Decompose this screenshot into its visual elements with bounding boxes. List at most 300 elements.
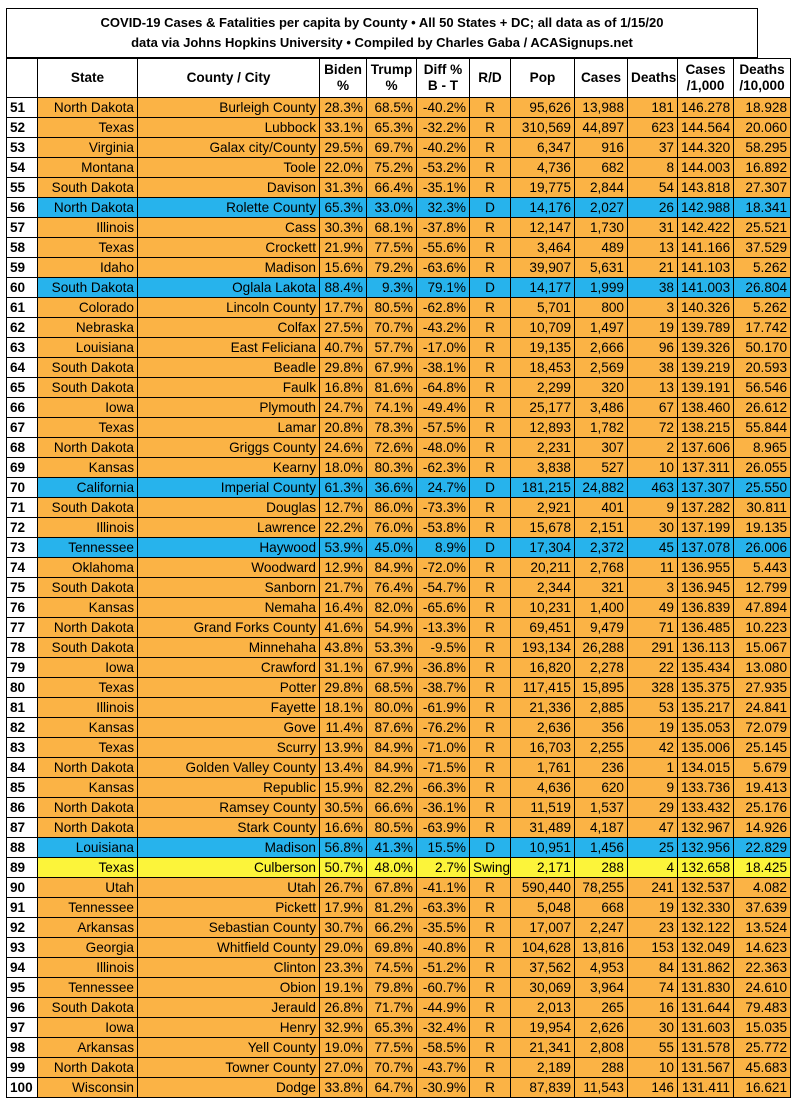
deaths-per-10000-cell: 26.006 [734,538,791,558]
diff-cell: 15.5% [417,838,470,858]
cases-cell: 356 [575,718,628,738]
row-index: 71 [7,498,38,518]
deaths-per-10000-cell: 37.639 [734,898,791,918]
state-cell: Kansas [38,458,138,478]
row-index: 91 [7,898,38,918]
pop-cell: 37,562 [511,958,575,978]
trump-cell: 41.3% [367,838,417,858]
table-row [7,698,791,718]
rd-cell: R [470,138,511,158]
header-row [7,59,791,98]
pop-cell: 2,171 [511,858,575,878]
deaths-cell: 31 [628,218,678,238]
cases-cell: 2,247 [575,918,628,938]
pop-cell: 4,636 [511,778,575,798]
deaths-per-10000-cell: 13.080 [734,658,791,678]
deaths-per-10000-cell: 16.621 [734,1078,791,1098]
cases-per-1000-cell: 143.818 [678,178,734,198]
rd-cell: R [470,898,511,918]
biden-cell: 18.0% [320,458,367,478]
county-cell: Lincoln County [138,298,320,318]
cases-cell: 1,456 [575,838,628,858]
biden-cell: 29.5% [320,138,367,158]
deaths-cell: 623 [628,118,678,138]
deaths-per-10000-cell: 55.844 [734,418,791,438]
deaths-per-10000-cell: 18.928 [734,98,791,118]
biden-cell: 29.0% [320,938,367,958]
county-cell: Republic [138,778,320,798]
header-county: County / City [138,59,320,98]
diff-cell: 2.7% [417,858,470,878]
pop-cell: 12,893 [511,418,575,438]
trump-cell: 80.5% [367,818,417,838]
table-row [7,918,791,938]
table-row [7,118,791,138]
trump-cell: 67.9% [367,358,417,378]
deaths-per-10000-cell: 26.612 [734,398,791,418]
deaths-per-10000-cell: 22.363 [734,958,791,978]
state-cell: Texas [38,738,138,758]
cases-cell: 1,782 [575,418,628,438]
deaths-cell: 4 [628,858,678,878]
diff-cell: -43.2% [417,318,470,338]
table-row [7,138,791,158]
cases-cell: 620 [575,778,628,798]
deaths-cell: 30 [628,1018,678,1038]
row-index: 100 [7,1078,38,1098]
rd-cell: R [470,238,511,258]
cases-per-1000-cell: 132.956 [678,838,734,858]
rd-cell: R [470,578,511,598]
pop-cell: 17,007 [511,918,575,938]
cases-per-1000-cell: 135.434 [678,658,734,678]
trump-cell: 69.7% [367,138,417,158]
table-row [7,358,791,378]
cases-per-1000-cell: 141.166 [678,238,734,258]
trump-cell: 53.3% [367,638,417,658]
deaths-per-10000-cell: 8.965 [734,438,791,458]
diff-cell: -36.1% [417,798,470,818]
cases-per-1000-cell: 144.003 [678,158,734,178]
pop-cell: 19,775 [511,178,575,198]
table-row [7,498,791,518]
county-cell: Clinton [138,958,320,978]
cases-cell: 288 [575,1058,628,1078]
trump-cell: 84.9% [367,558,417,578]
trump-cell: 86.0% [367,498,417,518]
diff-cell: -40.2% [417,98,470,118]
row-index: 92 [7,918,38,938]
biden-cell: 18.1% [320,698,367,718]
row-index: 69 [7,458,38,478]
row-index: 82 [7,718,38,738]
state-cell: South Dakota [38,638,138,658]
row-index: 70 [7,478,38,498]
data-table [6,58,791,1098]
diff-cell: -35.5% [417,918,470,938]
deaths-cell: 38 [628,278,678,298]
pop-cell: 17,304 [511,538,575,558]
rd-cell: Swing [470,858,511,878]
trump-cell: 45.0% [367,538,417,558]
pop-cell: 117,415 [511,678,575,698]
deaths-cell: 23 [628,918,678,938]
deaths-cell: 22 [628,658,678,678]
diff-cell: -37.8% [417,218,470,238]
row-index: 83 [7,738,38,758]
biden-cell: 12.9% [320,558,367,578]
biden-cell: 33.8% [320,1078,367,1098]
county-cell: Douglas [138,498,320,518]
cases-cell: 2,626 [575,1018,628,1038]
county-cell: Crawford [138,658,320,678]
state-cell: Tennessee [38,978,138,998]
diff-cell: -9.5% [417,638,470,658]
cases-cell: 13,988 [575,98,628,118]
diff-cell: -58.5% [417,1038,470,1058]
deaths-cell: 49 [628,598,678,618]
state-cell: Oklahoma [38,558,138,578]
cases-cell: 682 [575,158,628,178]
diff-cell: 79.1% [417,278,470,298]
diff-cell: -57.5% [417,418,470,438]
state-cell: Illinois [38,958,138,978]
state-cell: Illinois [38,218,138,238]
cases-cell: 24,882 [575,478,628,498]
pop-cell: 193,134 [511,638,575,658]
rd-cell: R [470,718,511,738]
trump-cell: 76.4% [367,578,417,598]
state-cell: North Dakota [38,98,138,118]
deaths-per-10000-cell: 16.892 [734,158,791,178]
trump-cell: 33.0% [367,198,417,218]
county-cell: Culberson [138,858,320,878]
biden-cell: 40.7% [320,338,367,358]
county-cell: Colfax [138,318,320,338]
table-row [7,778,791,798]
diff-cell: -43.7% [417,1058,470,1078]
county-cell: Towner County [138,1058,320,1078]
pop-cell: 2,636 [511,718,575,738]
cases-per-1000-cell: 132.330 [678,898,734,918]
cases-cell: 44,897 [575,118,628,138]
state-cell: North Dakota [38,758,138,778]
biden-cell: 27.0% [320,1058,367,1078]
cases-cell: 2,027 [575,198,628,218]
biden-cell: 28.3% [320,98,367,118]
biden-cell: 53.9% [320,538,367,558]
pop-cell: 5,701 [511,298,575,318]
trump-cell: 80.0% [367,698,417,718]
state-cell: California [38,478,138,498]
table-row [7,558,791,578]
deaths-cell: 42 [628,738,678,758]
trump-cell: 68.5% [367,678,417,698]
table-row [7,438,791,458]
trump-cell: 67.8% [367,878,417,898]
state-cell: Texas [38,678,138,698]
deaths-per-10000-cell: 25.772 [734,1038,791,1058]
deaths-per-10000-cell: 72.079 [734,718,791,738]
deaths-cell: 45 [628,538,678,558]
trump-cell: 54.9% [367,618,417,638]
county-cell: Faulk [138,378,320,398]
rd-cell: R [470,738,511,758]
header-trump: Trump % [367,59,417,98]
table-row [7,178,791,198]
diff-cell: -66.3% [417,778,470,798]
rd-cell: R [470,498,511,518]
table-row [7,538,791,558]
trump-cell: 80.3% [367,458,417,478]
state-cell: Texas [38,418,138,438]
cases-cell: 4,187 [575,818,628,838]
rd-cell: R [470,458,511,478]
row-index: 81 [7,698,38,718]
pop-cell: 10,709 [511,318,575,338]
deaths-per-10000-cell: 26.055 [734,458,791,478]
deaths-per-10000-cell: 22.829 [734,838,791,858]
rd-cell: R [470,338,511,358]
table-row [7,458,791,478]
deaths-per-10000-cell: 13.524 [734,918,791,938]
pop-cell: 5,048 [511,898,575,918]
pop-cell: 21,336 [511,698,575,718]
deaths-cell: 8 [628,158,678,178]
cases-cell: 26,288 [575,638,628,658]
cases-per-1000-cell: 140.326 [678,298,734,318]
row-index: 64 [7,358,38,378]
pop-cell: 2,189 [511,1058,575,1078]
diff-cell: 32.3% [417,198,470,218]
county-cell: Imperial County [138,478,320,498]
diff-cell: -49.4% [417,398,470,418]
cases-per-1000-cell: 137.311 [678,458,734,478]
cases-cell: 265 [575,998,628,1018]
state-cell: Texas [38,238,138,258]
diff-cell: -48.0% [417,438,470,458]
state-cell: Arkansas [38,1038,138,1058]
pop-cell: 20,211 [511,558,575,578]
county-cell: Lubbock [138,118,320,138]
rd-cell: R [470,818,511,838]
table-row [7,758,791,778]
state-cell: Montana [38,158,138,178]
trump-cell: 70.7% [367,318,417,338]
state-cell: Texas [38,858,138,878]
diff-cell: -63.9% [417,818,470,838]
biden-cell: 16.4% [320,598,367,618]
state-cell: Louisiana [38,338,138,358]
trump-cell: 66.6% [367,798,417,818]
state-cell: South Dakota [38,498,138,518]
state-cell: Texas [38,118,138,138]
county-cell: Scurry [138,738,320,758]
pop-cell: 12,147 [511,218,575,238]
rd-cell: R [470,798,511,818]
trump-cell: 77.5% [367,1038,417,1058]
cases-cell: 9,479 [575,618,628,638]
trump-cell: 82.0% [367,598,417,618]
trump-cell: 76.0% [367,518,417,538]
cases-cell: 1,497 [575,318,628,338]
rd-cell: R [470,878,511,898]
state-cell: Tennessee [38,898,138,918]
trump-cell: 64.7% [367,1078,417,1098]
state-cell: South Dakota [38,178,138,198]
row-index: 87 [7,818,38,838]
trump-cell: 87.6% [367,718,417,738]
biden-cell: 65.3% [320,198,367,218]
deaths-per-10000-cell: 24.841 [734,698,791,718]
row-index: 65 [7,378,38,398]
header-pop: Pop [511,59,575,98]
state-cell: Nebraska [38,318,138,338]
table-row [7,298,791,318]
row-index: 90 [7,878,38,898]
biden-cell: 17.9% [320,898,367,918]
county-cell: Stark County [138,818,320,838]
header-diff: Diff % B - T [417,59,470,98]
table-row [7,1038,791,1058]
trump-cell: 75.2% [367,158,417,178]
row-index: 63 [7,338,38,358]
deaths-per-10000-cell: 56.546 [734,378,791,398]
state-cell: Kansas [38,718,138,738]
row-index: 86 [7,798,38,818]
deaths-per-10000-cell: 27.935 [734,678,791,698]
row-index: 74 [7,558,38,578]
deaths-per-10000-cell: 19.413 [734,778,791,798]
diff-cell: -13.3% [417,618,470,638]
cases-cell: 78,255 [575,878,628,898]
county-cell: Obion [138,978,320,998]
diff-cell: -54.7% [417,578,470,598]
cases-cell: 916 [575,138,628,158]
county-cell: Galax city/County [138,138,320,158]
trump-cell: 79.2% [367,258,417,278]
state-cell: North Dakota [38,818,138,838]
deaths-cell: 328 [628,678,678,698]
rd-cell: D [470,838,511,858]
diff-cell: -65.6% [417,598,470,618]
deaths-cell: 153 [628,938,678,958]
rd-cell: R [470,318,511,338]
cases-cell: 288 [575,858,628,878]
county-cell: Madison [138,838,320,858]
cases-cell: 2,569 [575,358,628,378]
county-cell: Nemaha [138,598,320,618]
header-index [7,59,38,98]
rd-cell: R [470,398,511,418]
rd-cell: R [470,558,511,578]
row-index: 56 [7,198,38,218]
cases-cell: 3,486 [575,398,628,418]
cases-per-1000-cell: 137.307 [678,478,734,498]
trump-cell: 84.9% [367,758,417,778]
pop-cell: 2,344 [511,578,575,598]
header-cases: Cases [575,59,628,98]
state-cell: Wisconsin [38,1078,138,1098]
row-index: 52 [7,118,38,138]
cases-per-1000-cell: 142.988 [678,198,734,218]
county-cell: Yell County [138,1038,320,1058]
cases-cell: 1,537 [575,798,628,818]
diff-cell: -40.2% [417,138,470,158]
deaths-per-10000-cell: 25.176 [734,798,791,818]
table-row [7,578,791,598]
row-index: 99 [7,1058,38,1078]
deaths-cell: 13 [628,378,678,398]
row-index: 94 [7,958,38,978]
deaths-per-10000-cell: 20.060 [734,118,791,138]
rd-cell: R [470,258,511,278]
trump-cell: 82.2% [367,778,417,798]
row-index: 53 [7,138,38,158]
diff-cell: -64.8% [417,378,470,398]
biden-cell: 31.1% [320,658,367,678]
diff-cell: -40.8% [417,938,470,958]
cases-cell: 1,400 [575,598,628,618]
rd-cell: R [470,778,511,798]
biden-cell: 21.9% [320,238,367,258]
cases-per-1000-cell: 139.326 [678,338,734,358]
rd-cell: R [470,1078,511,1098]
cases-per-1000-cell: 131.603 [678,1018,734,1038]
state-cell: South Dakota [38,578,138,598]
rd-cell: R [470,518,511,538]
trump-cell: 65.3% [367,1018,417,1038]
deaths-cell: 26 [628,198,678,218]
state-cell: Tennessee [38,538,138,558]
row-index: 98 [7,1038,38,1058]
pop-cell: 4,736 [511,158,575,178]
state-cell: Virginia [38,138,138,158]
pop-cell: 21,341 [511,1038,575,1058]
pop-cell: 39,907 [511,258,575,278]
pop-cell: 31,489 [511,818,575,838]
diff-cell: -62.8% [417,298,470,318]
header-deaths: Deaths [628,59,678,98]
biden-cell: 41.6% [320,618,367,638]
rd-cell: R [470,438,511,458]
rd-cell: R [470,958,511,978]
pop-cell: 2,231 [511,438,575,458]
row-index: 76 [7,598,38,618]
biden-cell: 16.6% [320,818,367,838]
rd-cell: R [470,378,511,398]
cases-per-1000-cell: 131.578 [678,1038,734,1058]
row-index: 62 [7,318,38,338]
row-index: 72 [7,518,38,538]
table-row [7,958,791,978]
state-cell: Colorado [38,298,138,318]
pop-cell: 95,626 [511,98,575,118]
biden-cell: 16.8% [320,378,367,398]
trump-cell: 67.9% [367,658,417,678]
deaths-per-10000-cell: 5.262 [734,298,791,318]
rd-cell: R [470,618,511,638]
trump-cell: 68.1% [367,218,417,238]
trump-cell: 66.4% [367,178,417,198]
deaths-per-10000-cell: 19.135 [734,518,791,538]
trump-cell: 66.2% [367,918,417,938]
trump-cell: 81.2% [367,898,417,918]
deaths-cell: 10 [628,458,678,478]
cases-cell: 307 [575,438,628,458]
table-row [7,1078,791,1098]
cases-per-1000-cell: 135.217 [678,698,734,718]
